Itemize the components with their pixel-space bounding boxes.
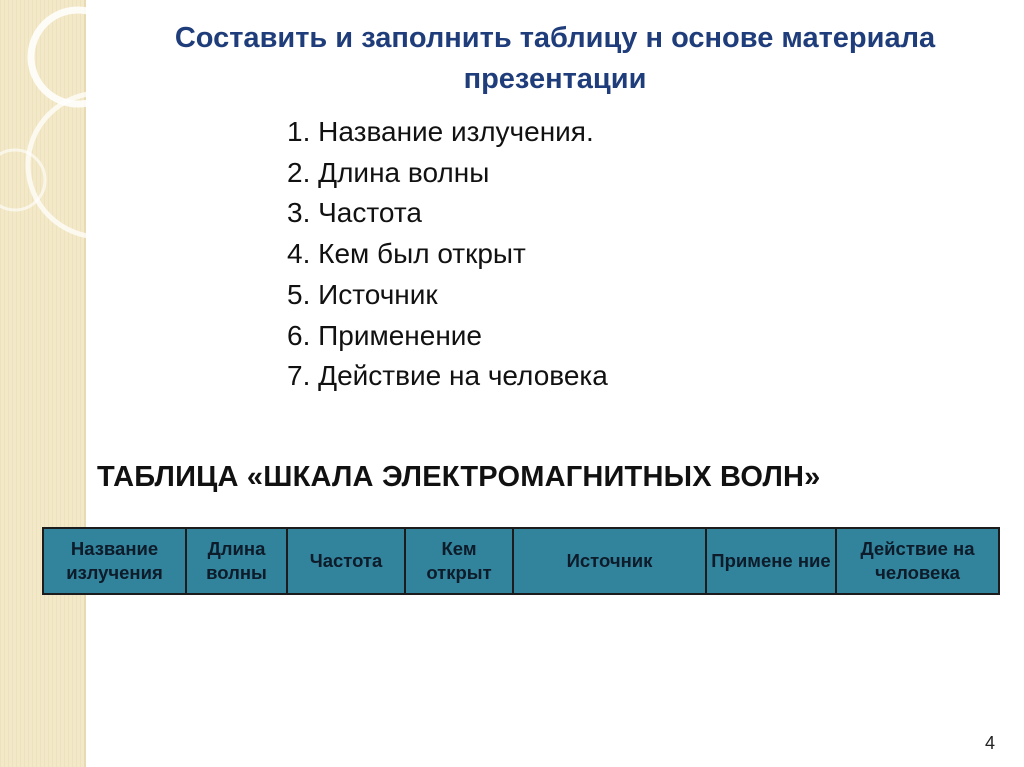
slide-title: Составить и заполнить таблицу н основе материала презентации	[174, 22, 936, 95]
table-header-cell: Источник	[513, 528, 706, 594]
table-header-cell: Примене ние	[706, 528, 836, 594]
list-item: 7. Действие на человека	[287, 360, 608, 392]
table-header-cell: Название излучения	[43, 528, 186, 594]
criteria-list	[287, 112, 608, 397]
list-item: 2. Длина волны	[287, 156, 490, 188]
list-item: 5. Источник	[287, 278, 438, 310]
list-item: 1. Название излучения.	[287, 116, 594, 147]
table-header-cell: Длина волны	[186, 528, 287, 594]
list-item: 6. Применение	[287, 319, 483, 351]
table-title: ТАБЛИЦА «ШКАЛА ЭЛЕКТРОМАГНИТНЫХ ВОЛН»	[97, 461, 821, 493]
list-item: 3. Частота	[287, 197, 422, 229]
sidebar-strip	[0, 0, 84, 767]
wave-scale-table	[42, 527, 1000, 595]
page-number: 4	[985, 733, 996, 753]
table-header-cell: Кем открыт	[405, 528, 513, 594]
table-header-row	[43, 528, 999, 594]
table-header-cell: Частота	[287, 528, 405, 594]
table-header-cell: Действие на человека	[836, 528, 999, 594]
list-item: 4. Кем был открыт	[287, 238, 526, 270]
